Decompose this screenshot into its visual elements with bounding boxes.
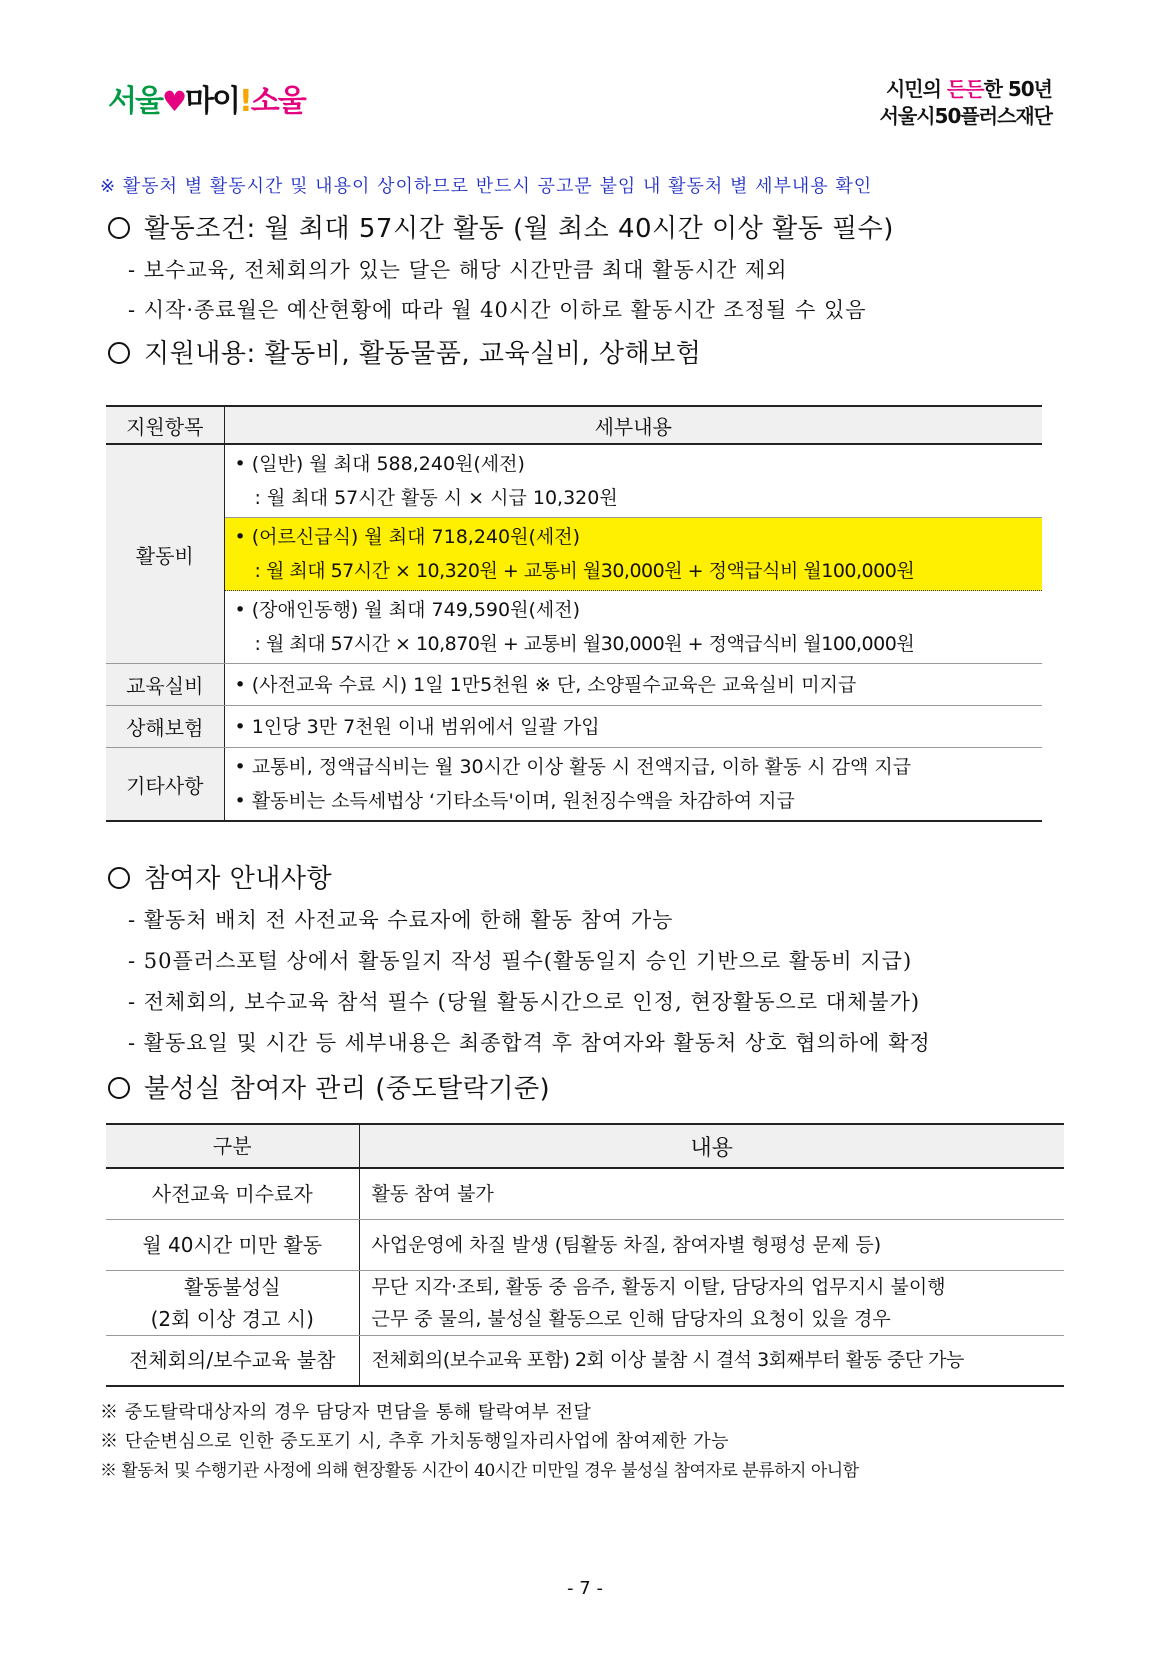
support-table <box>106 405 1042 822</box>
section-heading-guide: 참여자 안내사항 <box>108 858 332 895</box>
column-header: 내용 <box>359 1124 1064 1168</box>
circle-bullet-icon <box>108 1077 130 1099</box>
circle-bullet-icon <box>108 342 130 364</box>
table-cell: 활동 참여 불가 <box>359 1168 1064 1219</box>
guide-bullet: - 50플러스포털 상에서 활동일지 작성 필수(활동일지 승인 기반으로 활동비 지급) <box>128 949 913 973</box>
guide-bullet: - 활동요일 및 시간 등 세부내용은 최종합격 후 참여자와 활동처 상호 협의하에 확정 <box>128 1031 931 1055</box>
conditions-bullet: - 보수교육, 전체회의가 있는 달은 해당 시간만큼 최대 활동시간 제외 <box>128 258 788 282</box>
table-row <box>106 1219 1064 1270</box>
row-label: 전체회의/보수교육 불참 <box>106 1335 359 1386</box>
row-label: 사전교육 미수료자 <box>106 1168 359 1219</box>
table-row <box>106 591 1042 664</box>
section-heading-dropout: 불성실 참여자 관리 (중도탈락기준) <box>108 1068 550 1105</box>
circle-bullet-icon <box>108 867 130 889</box>
heart-icon: ♥ <box>161 85 186 118</box>
guide-bullet: - 전체회의, 보수교육 참석 필수 (당월 활동시간으로 인정, 현장활동으로 대체불가) <box>128 990 921 1014</box>
page-header <box>0 0 1170 150</box>
table-cell: • (어르신급식) 월 최대 718,240원(세전) : 월 최대 57시간 × 10,320원 + 교통비 월30,000원 + 정액급식비 월100,000원 <box>224 518 1042 591</box>
row-label: 활동비 <box>106 444 224 664</box>
table-row <box>106 706 1042 748</box>
table-row <box>106 1270 1064 1335</box>
section-heading-conditions: 활동조건: 월 최대 57시간 활동 (월 최소 40시간 이상 활동 필수) <box>108 208 894 245</box>
table-row <box>106 748 1042 822</box>
table-cell: • (사전교육 수료 시) 1일 1만5천원 ※ 단, 소양필수교육은 교육실비 미지급 <box>224 664 1042 706</box>
footnote: ※ 단순변심으로 인한 중도포기 시, 추후 가치동행일자리사업에 참여제한 가능 <box>100 1431 730 1452</box>
table-row <box>106 444 1042 518</box>
row-label: 교육실비 <box>106 664 224 706</box>
row-label: 상해보험 <box>106 706 224 748</box>
seoul-my-soul-logo: 서울♥마이!소울 <box>108 84 305 119</box>
table-cell: • (장애인동행) 월 최대 749,590원(세전) : 월 최대 57시간 × 10,870원 + 교통비 월30,000원 + 정액급식비 월100,000원 <box>224 591 1042 664</box>
table-row-highlighted <box>106 518 1042 591</box>
footnote: ※ 중도탈락대상자의 경우 담당자 면담을 통해 탈락여부 전달 <box>100 1402 592 1423</box>
table-cell: • (일반) 월 최대 588,240원(세전) : 월 최대 57시간 활동 시 × 시급 10,320원 <box>224 444 1042 518</box>
table-cell: • 1인당 3만 7천원 이내 범위에서 일괄 가입 <box>224 706 1042 748</box>
page-number: - 7 - <box>567 1578 603 1599</box>
section-heading-support: 지원내용: 활동비, 활동물품, 교육실비, 상해보험 <box>108 333 701 370</box>
top-notice: ※ 활동처 별 활동시간 및 내용이 상이하므로 반드시 공고문 붙임 내 활동처 별 세부내용 확인 <box>100 176 873 197</box>
table-cell: 무단 지각·조퇴, 활동 중 음주, 활동지 이탈, 담당자의 업무지시 불이행 근무 중 물의, 불성실 활동으로 인해 담당자의 요청이 있을 경우 <box>359 1270 1064 1335</box>
footnote: ※ 활동처 및 수행기관 사정에 의해 현장활동 시간이 40시간 미만일 경우 불성실 참여자로 분류하지 아니함 <box>100 1461 859 1481</box>
row-label: 기타사항 <box>106 748 224 822</box>
circle-bullet-icon <box>108 217 130 239</box>
column-header: 구분 <box>106 1124 359 1168</box>
table-cell: • 교통비, 정액급식비는 월 30시간 이상 활동 시 전액지급, 이하 활동 시 감액 지급 • 활동비는 소득세법상 ‘기타소득'이며, 원천징수액을 차감하여 지급 <box>224 748 1042 822</box>
foundation-logo: 시민의 든든한 50년 서울시50플러스재단 <box>879 77 1052 128</box>
row-label: 활동불성실 (2회 이상 경고 시) <box>106 1270 359 1335</box>
column-header: 세부내용 <box>224 406 1042 444</box>
table-row <box>106 664 1042 706</box>
table-row <box>106 1168 1064 1219</box>
row-label: 월 40시간 미만 활동 <box>106 1219 359 1270</box>
conditions-bullet: - 시작·종료월은 예산현황에 따라 월 40시간 이하로 활동시간 조정될 수 있음 <box>128 298 867 322</box>
table-cell: 전체회의(보수교육 포함) 2회 이상 불참 시 결석 3회째부터 활동 중단 가능 <box>359 1335 1064 1386</box>
table-header-row <box>106 1124 1064 1168</box>
column-header: 지원항목 <box>106 406 224 444</box>
guide-bullet: - 활동처 배치 전 사전교육 수료자에 한해 활동 참여 가능 <box>128 908 674 932</box>
table-header-row <box>106 406 1042 444</box>
table-row <box>106 1335 1064 1386</box>
table-cell: 사업운영에 차질 발생 (팀활동 차질, 참여자별 형평성 문제 등) <box>359 1219 1064 1270</box>
dropout-table <box>106 1123 1064 1387</box>
